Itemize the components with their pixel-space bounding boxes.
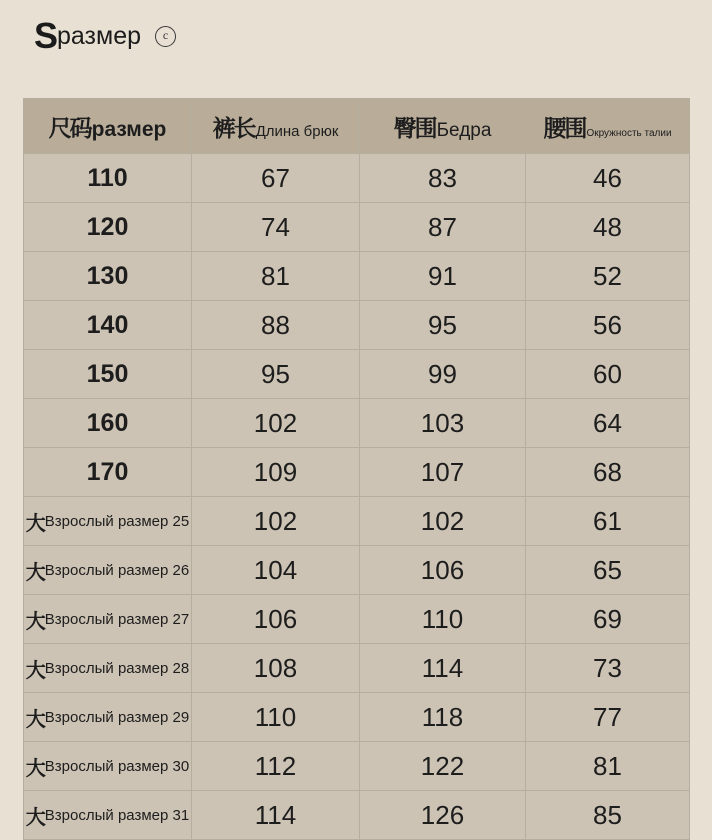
cell-size-label: 130 [86,261,129,290]
table-row [24,693,690,742]
column-header-waist [526,99,690,154]
cell-size [24,301,192,350]
table-row [24,301,690,350]
cell-size-label: Взрослый размер 27 [44,610,190,628]
cell-size [24,693,192,742]
cell-size-cjk: 大 [25,561,45,584]
cell-hips: 126 [360,791,526,840]
cell-waist: 61 [526,497,690,546]
cell-hips: 114 [360,644,526,693]
column-header-hips-cjk: 臀围 [393,114,436,141]
table-row [24,791,690,840]
page-title [0,0,712,56]
cell-length: 112 [192,742,360,791]
cell-length: 102 [192,497,360,546]
cell-size-label: Взрослый размер 29 [44,708,190,726]
column-header-length-cjk: 裤长 [212,114,255,141]
cell-waist: 65 [526,546,690,595]
table-row [24,742,690,791]
column-header-waist-cjk: 腰围 [543,114,586,141]
cell-size-label: 140 [86,310,129,339]
cell-size [24,644,192,693]
table-row [24,546,690,595]
cell-size [24,399,192,448]
cell-size [24,546,192,595]
cell-waist: 56 [526,301,690,350]
cell-waist: 73 [526,644,690,693]
cell-hips: 106 [360,546,526,595]
cell-length: 109 [192,448,360,497]
page-title-text: размер [57,21,141,50]
cell-waist: 64 [526,399,690,448]
cell-size-label: Взрослый размер 30 [44,757,190,775]
cell-hips: 122 [360,742,526,791]
page-title-initial: S [34,15,58,56]
cell-length: 110 [192,693,360,742]
cell-hips: 102 [360,497,526,546]
cell-length: 102 [192,399,360,448]
cell-size-label: Взрослый размер 25 [44,512,190,530]
cell-size [24,791,192,840]
cell-waist: 77 [526,693,690,742]
cell-length: 114 [192,791,360,840]
cell-size [24,350,192,399]
cell-waist: 69 [526,595,690,644]
cell-length: 74 [192,203,360,252]
cell-size-label: 120 [86,212,129,241]
column-header-length-label: Длина брюк [255,122,339,140]
cell-size-label: 110 [87,163,128,192]
cell-size-cjk: 大 [25,659,45,682]
table-row [24,497,690,546]
cell-hips: 91 [360,252,526,301]
cell-size-label: 170 [86,457,129,486]
cell-waist: 46 [526,154,690,203]
table-header [24,99,690,154]
cell-waist: 52 [526,252,690,301]
cell-size-cjk: 大 [25,708,45,731]
column-header-hips-label: Бедра [436,119,492,141]
cell-hips: 118 [360,693,526,742]
table-row [24,350,690,399]
cell-waist: 81 [526,742,690,791]
table-header-row [24,99,690,154]
cell-size-cjk: 大 [25,610,45,633]
cell-size-cjk: 大 [25,757,45,780]
cell-hips: 107 [360,448,526,497]
cell-length: 95 [192,350,360,399]
size-table-container [23,98,689,840]
cell-size [24,154,192,203]
cell-waist: 60 [526,350,690,399]
cell-length: 88 [192,301,360,350]
cell-hips: 95 [360,301,526,350]
column-header-size [24,99,192,154]
copyright-icon: c [155,26,176,47]
cell-size [24,742,192,791]
cell-size-label: 150 [86,359,129,388]
table-row [24,644,690,693]
column-header-length [192,99,360,154]
cell-hips: 110 [360,595,526,644]
cell-waist: 48 [526,203,690,252]
cell-hips: 83 [360,154,526,203]
cell-hips: 103 [360,399,526,448]
cell-length: 106 [192,595,360,644]
cell-size-label: Взрослый размер 31 [44,806,190,824]
column-header-hips [360,99,526,154]
cell-hips: 99 [360,350,526,399]
cell-size-label: 160 [86,408,129,437]
cell-hips: 87 [360,203,526,252]
table-row [24,203,690,252]
table-row [24,595,690,644]
cell-size-label: Взрослый размер 28 [44,659,190,677]
cell-size [24,448,192,497]
cell-size-label: Взрослый размер 26 [44,561,190,579]
table-row [24,252,690,301]
cell-size [24,595,192,644]
size-table [23,98,690,840]
column-header-size-cjk: 尺码 [48,114,91,141]
cell-waist: 68 [526,448,690,497]
column-header-size-label: размер [91,117,167,141]
table-row [24,399,690,448]
cell-length: 81 [192,252,360,301]
cell-size-cjk: 大 [25,806,45,829]
table-row [24,448,690,497]
cell-size [24,203,192,252]
cell-length: 108 [192,644,360,693]
column-header-waist-label: Окружность талии [586,127,672,139]
cell-size-cjk: 大 [25,512,45,535]
cell-size [24,252,192,301]
cell-size [24,497,192,546]
table-body [24,154,690,840]
cell-length: 67 [192,154,360,203]
table-row [24,154,690,203]
cell-length: 104 [192,546,360,595]
cell-waist: 85 [526,791,690,840]
